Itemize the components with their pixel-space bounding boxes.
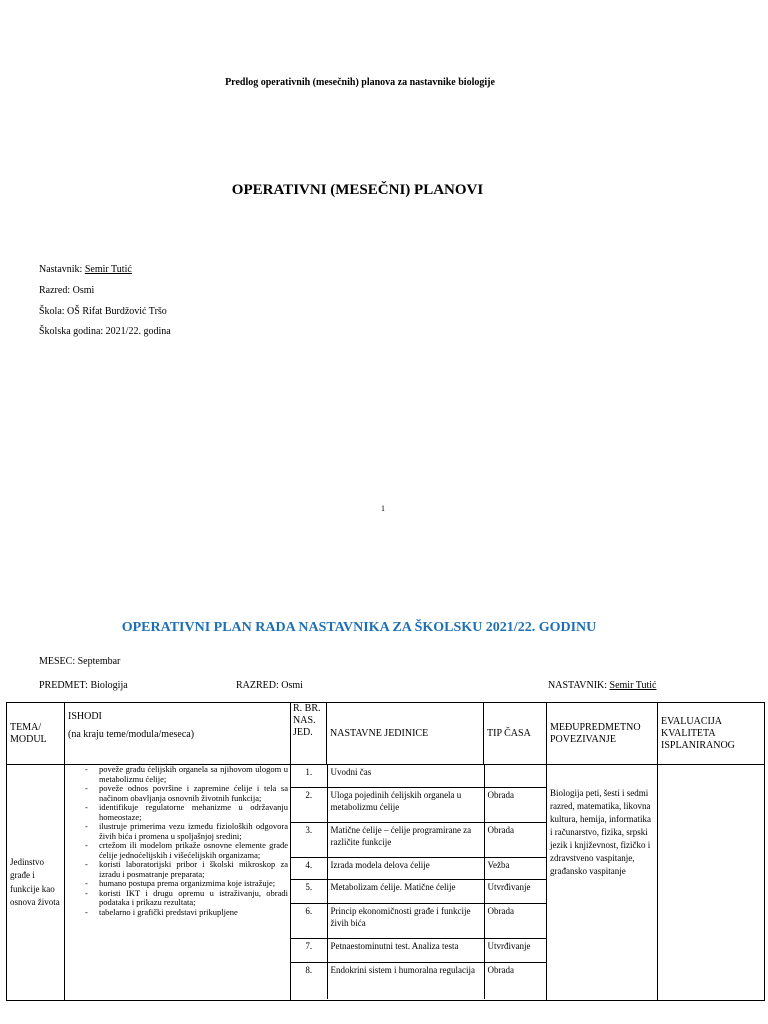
header-medjupredmetno: MEĐUPREDMETNO POVEZIVANJE	[547, 703, 658, 765]
list-item: - poveže odnos površine i zapremine ćelije i tela sa načinom obavljanja osnovnih životnih funkcija;	[69, 784, 288, 803]
table-row	[291, 938, 547, 962]
lesson-number: 3.	[291, 822, 327, 857]
header-jedinice: NASTAVNE JEDINICE	[327, 703, 484, 765]
plan-teacher-line	[548, 680, 657, 691]
ishodi-list	[69, 765, 288, 917]
lesson-title: Endokrini sistem i humoralna regulacija	[327, 962, 484, 999]
header-evaluacija: EVALUACIJA KVALITETA ISPLANIRANOG	[658, 703, 765, 765]
evaluacija-cell	[658, 765, 765, 1001]
list-item: - humano postupa prema organizmima koje istražuje;	[69, 879, 288, 889]
header-ishodi-sub: (na kraju teme/modula/meseca)	[68, 729, 195, 740]
header-ishodi-label: ISHODI	[68, 711, 102, 722]
lesson-type	[484, 765, 547, 787]
lesson-title: Metabolizam ćelije. Matične ćelije	[327, 879, 484, 903]
document-header: Predlog operativnih (mesečnih) planova za nastavnike biologije	[225, 77, 495, 88]
lesson-title: Izrada modela delova ćelije	[327, 857, 484, 879]
table-row	[291, 879, 547, 903]
list-item: - koristi IKT i drugu opremu u istraživanju, obradi podataka i prikazu rezultata;	[69, 889, 288, 908]
lesson-title: Petnaestominutni test. Analiza testa	[327, 938, 484, 962]
lesson-title: Uloga pojedinih ćelijskih organela u metabolizmu ćelije	[327, 787, 484, 822]
lesson-type: Obrada	[484, 903, 547, 938]
plan-title: OPERATIVNI PLAN RADA NASTAVNIKA ZA ŠKOLSKU 2021/22. GODINU	[121, 620, 597, 635]
lesson-number: 8.	[291, 962, 327, 999]
school-year-line: Školska godina: 2021/22. godina	[39, 326, 171, 337]
list-item: - identifikuje regulatorne mehanizme u održavanju homeostaze;	[69, 803, 288, 822]
school-line: Škola: OŠ Rifat Burdžović Tršo	[39, 306, 167, 317]
lessons-cell	[291, 765, 547, 1001]
ishodi-cell	[65, 765, 291, 1001]
lesson-title: Matične ćelije – ćelije programirane za različite funkcije	[327, 822, 484, 857]
table-header-row	[7, 703, 765, 765]
lesson-type: Obrada	[484, 822, 547, 857]
table-row	[291, 765, 547, 787]
operational-plan-table	[6, 702, 765, 1001]
page-number: 1	[381, 504, 385, 513]
header-rbr: R. BR. NAS. JED.	[291, 703, 327, 765]
table-row	[291, 903, 547, 938]
teacher-line	[39, 264, 132, 275]
lesson-number: 2.	[291, 787, 327, 822]
subject-line: PREDMET: Biologija	[39, 680, 128, 691]
lesson-type: Utvrđivanje	[484, 938, 547, 962]
lesson-number: 5.	[291, 879, 327, 903]
list-item: - ilustruje primerima vezu između fizioloških odgovora živih bića i promena u spoljašnjoj sredini;	[69, 822, 288, 841]
teacher-name: Semir Tutić	[84, 264, 132, 275]
teacher-label: Nastavnik:	[39, 264, 85, 275]
header-ishodi	[65, 703, 291, 765]
table-row	[291, 787, 547, 822]
document-title: OPERATIVNI (MESEČNI) PLANOVI	[231, 182, 484, 198]
lesson-number: 4.	[291, 857, 327, 879]
lesson-type: Vežba	[484, 857, 547, 879]
lesson-number: 6.	[291, 903, 327, 938]
header-tema: TEMA/ MODUL	[7, 703, 65, 765]
plan-teacher-name: Semir Tutić	[609, 680, 657, 691]
grade-line: Razred: Osmi	[39, 285, 95, 296]
lesson-title: Uvodni čas	[327, 765, 484, 787]
lessons-table	[291, 765, 547, 999]
header-tip: TIP ČASA	[484, 703, 547, 765]
lesson-type: Obrada	[487, 964, 514, 975]
lesson-title: Princip ekonomičnosti građe i funkcije živih bića	[327, 903, 484, 938]
list-item: - koristi laboratorijski pribor i školski mikroskop za izradu i posmatranje preparata;	[69, 860, 288, 879]
table-row	[291, 822, 547, 857]
list-item: - poveže građu ćelijskih organela sa njihovom ulogom u metabolizmu ćelije;	[69, 765, 288, 784]
plan-teacher-label: NASTAVNIK:	[548, 680, 610, 691]
medjupredmetno-cell: Biologija peti, šesti i sedmi razred, matematika, likovna kultura, hemija, informatika i računarstvo, fizika, srpski jezik i književnost, fizičko i zdravstveno vaspitanje, građansko vaspitanje	[547, 765, 658, 1001]
plan-grade-line: RAZRED: Osmi	[236, 680, 303, 691]
lesson-number: 1.	[291, 765, 327, 787]
list-item: - crtežom ili modelom prikaže osnovne elemente građe ćelije jednoćelijskih i višećelijskih organizama;	[69, 841, 288, 860]
list-item: - tabelarno i grafički predstavi prikupljene	[69, 908, 288, 918]
table-body-row	[7, 765, 765, 1001]
lesson-type: Utvrđivanje	[484, 879, 547, 903]
month-line: MESEC: Septembar	[39, 656, 121, 667]
lesson-type: Obrada	[484, 787, 547, 822]
tema-cell: Jedinstvo građe i funkcije kao osnova života	[7, 765, 65, 1001]
table-row	[291, 962, 547, 999]
lesson-number: 7.	[291, 938, 327, 962]
table-row	[291, 857, 547, 879]
